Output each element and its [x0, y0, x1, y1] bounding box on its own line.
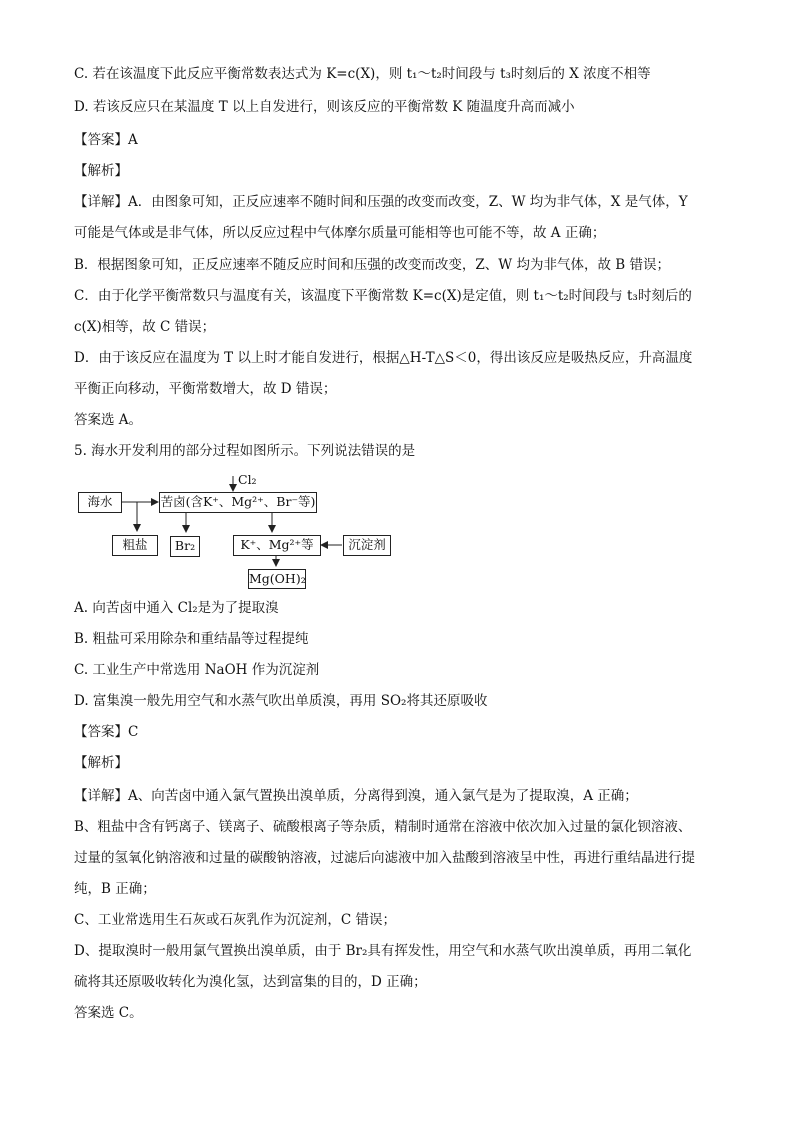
q5-final-answer: 答案选 C。	[74, 1005, 143, 1021]
bittern-box: 苦卤(含K⁺、Mg²⁺、Br⁻等)	[159, 492, 317, 513]
q4-detail-b: B．根据图象可知，正反应速率不随反应时间和压强的改变而改变，Z、W 均为非气体，故 B 错误；	[74, 257, 670, 273]
q5-option-d: D. 富集溴一般先用空气和水蒸气吹出单质溴，再用 SO₂将其还原吸收	[74, 693, 488, 709]
q5-option-b: B. 粗盐可采用除杂和重结晶等过程提纯	[74, 631, 309, 647]
q4-option-c: C. 若在该温度下此反应平衡常数表达式为 K=c(X)，则 t₁～t₂时间段与 t₃时刻后的 X 浓度不相等	[74, 66, 651, 82]
q5-option-c: C. 工业生产中常选用 NaOH 作为沉淀剂	[74, 662, 320, 678]
q5-detail-d-line1: D、提取溴时一般用氯气置换出溴单质，由于 Br₂具有挥发性，用空气和水蒸气吹出溴单质，再用二氧化	[74, 943, 692, 959]
q4-detail-d-line2: 平衡正向移动，平衡常数增大，故 D 错误；	[74, 381, 337, 397]
q5-detail-d-line2: 硫将其还原吸收转化为溴化氢，达到富集的目的，D 正确；	[74, 974, 427, 990]
q5-analysis-heading: 【解析】	[74, 755, 128, 771]
q5-answer: 【答案】C	[74, 724, 139, 740]
q5-detail-a: 【详解】A、向苦卤中通入氯气置换出溴单质，分离得到溴，通入氯气是为了提取溴，A 正确；	[74, 788, 638, 804]
q5-detail-b-line2: 过量的氢氧化钠溶液和过量的碳酸钠溶液，过滤后向滤液中加入盐酸到溶液呈中性，再进行重结晶进行提	[74, 850, 695, 866]
q4-final-answer: 答案选 A。	[74, 412, 143, 428]
ions-box: K⁺、Mg²⁺等	[233, 535, 321, 556]
q5-detail-c: C、工业常选用生石灰或石灰乳作为沉淀剂，C 错误；	[74, 912, 396, 928]
br2-box: Br₂	[170, 536, 200, 557]
q4-analysis-heading: 【解析】	[74, 163, 128, 179]
q4-detail-a-line2: 可能是气体或是非气体，所以反应过程中气体摩尔质量可能相等也可能不等，故 A 正确；	[74, 225, 606, 241]
q4-detail-a-line1: 【详解】A．由图象可知，正反应速率不随时间和压强的改变而改变，Z、W 均为非气体，X 是气体，Y	[74, 194, 688, 210]
seawater-box: 海水	[78, 492, 122, 513]
q5-detail-b-line1: B、粗盐中含有钙离子、镁离子、硫酸根离子等杂质，精制时通常在溶液中依次加入过量的氯化钡溶液、	[74, 819, 692, 835]
q4-answer: 【答案】A	[74, 132, 138, 148]
mgoh2-box: Mg(OH)₂	[248, 569, 306, 589]
q5-option-a: A. 向苦卤中通入 Cl₂是为了提取溴	[74, 600, 279, 616]
q4-detail-c-line1: C．由于化学平衡常数只与温度有关，该温度下平衡常数 K=c(X)是定值，则 t₁～t₂时间段与 t₃时刻后的	[74, 288, 692, 304]
q5-stem: 5. 海水开发利用的部分过程如图所示。下列说法错误的是	[74, 443, 416, 459]
crude-salt-box: 粗盐	[112, 535, 158, 556]
q4-detail-c-line2: c(X)相等，故 C 错误；	[74, 319, 216, 335]
q5-detail-b-line3: 纯，B 正确；	[74, 881, 156, 897]
precipitant-box: 沉淀剂	[343, 535, 391, 556]
cl2-label: Cl₂	[238, 472, 257, 487]
q4-option-d: D. 若该反应只在某温度 T 以上自发进行，则该反应的平衡常数 K 随温度升高而减小	[74, 99, 575, 115]
q4-detail-d-line1: D．由于该反应在温度为 T 以上时才能自发进行，根据△H-T△S＜0，得出该反应是吸热反应，升高温度	[74, 350, 693, 366]
